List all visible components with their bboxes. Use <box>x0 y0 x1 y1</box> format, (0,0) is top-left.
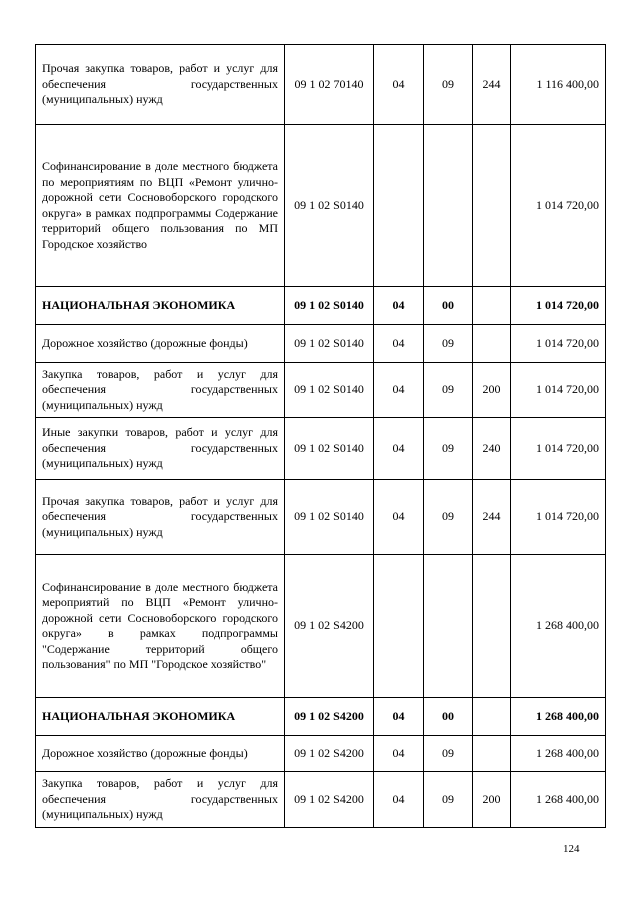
row-target-article: 09 1 02 S0140 <box>285 125 374 287</box>
row-sum: 1 014 720,00 <box>511 418 606 480</box>
row-section: 04 <box>374 45 424 125</box>
table-row <box>36 418 606 480</box>
table-row <box>36 287 606 325</box>
row-name: Прочая закупка товаров, работ и услуг для обеспечения государственных (муниципальных) нужд <box>36 480 285 555</box>
row-name: Дорожное хозяйство (дорожные фонды) <box>36 736 285 772</box>
row-sum: 1 014 720,00 <box>511 125 606 287</box>
row-section: 04 <box>374 325 424 363</box>
table-row <box>36 325 606 363</box>
row-section: 04 <box>374 772 424 828</box>
row-sum: 1 116 400,00 <box>511 45 606 125</box>
row-sum: 1 014 720,00 <box>511 287 606 325</box>
row-expense-type <box>473 555 511 698</box>
row-sum: 1 014 720,00 <box>511 325 606 363</box>
row-target-article: 09 1 02 S4200 <box>285 772 374 828</box>
row-name: НАЦИОНАЛЬНАЯ ЭКОНОМИКА <box>36 698 285 736</box>
row-expense-type: 200 <box>473 772 511 828</box>
table-row <box>36 772 606 828</box>
table-row <box>36 698 606 736</box>
budget-table-body <box>36 45 606 828</box>
row-subsection: 00 <box>424 287 473 325</box>
row-subsection <box>424 555 473 698</box>
table-row <box>36 480 606 555</box>
row-expense-type: 240 <box>473 418 511 480</box>
row-target-article: 09 1 02 S0140 <box>285 418 374 480</box>
row-target-article: 09 1 02 70140 <box>285 45 374 125</box>
row-expense-type <box>473 287 511 325</box>
page-number: 124 <box>563 843 580 855</box>
row-section: 04 <box>374 480 424 555</box>
row-expense-type: 200 <box>473 363 511 418</box>
row-target-article: 09 1 02 S0140 <box>285 363 374 418</box>
row-subsection: 09 <box>424 363 473 418</box>
row-subsection <box>424 125 473 287</box>
row-expense-type: 244 <box>473 480 511 555</box>
row-name: Дорожное хозяйство (дорожные фонды) <box>36 325 285 363</box>
row-section: 04 <box>374 287 424 325</box>
row-name: Софинансирование в доле местного бюджета мероприятий по ВЦП «Ремонт улично-дорожной сети Сосновоборского городского округа» в рамках подпрограммы "Содержание территорий общего пользования" по МП "Городское хозяйство" <box>36 555 285 698</box>
row-target-article: 09 1 02 S0140 <box>285 287 374 325</box>
row-sum: 1 268 400,00 <box>511 555 606 698</box>
row-expense-type: 244 <box>473 45 511 125</box>
row-sum: 1 268 400,00 <box>511 736 606 772</box>
row-subsection: 09 <box>424 736 473 772</box>
row-name: Прочая закупка товаров, работ и услуг для обеспечения государственных (муниципальных) нужд <box>36 45 285 125</box>
row-section <box>374 125 424 287</box>
row-subsection: 00 <box>424 698 473 736</box>
row-target-article: 09 1 02 S4200 <box>285 555 374 698</box>
row-subsection: 09 <box>424 325 473 363</box>
table-row <box>36 555 606 698</box>
row-subsection: 09 <box>424 418 473 480</box>
row-name: Закупка товаров, работ и услуг для обеспечения государственных (муниципальных) нужд <box>36 772 285 828</box>
row-name: Софинансирование в доле местного бюджета по мероприятиям по ВЦП «Ремонт улично-дорожной сети Сосновоборского городского округа» в рамках подпрограммы Содержание территорий общего пользования по МП Городское хозяйство <box>36 125 285 287</box>
table-row <box>36 363 606 418</box>
row-section: 04 <box>374 698 424 736</box>
row-name: Закупка товаров, работ и услуг для обеспечения государственных (муниципальных) нужд <box>36 363 285 418</box>
table-row <box>36 736 606 772</box>
row-expense-type <box>473 325 511 363</box>
row-name: Иные закупки товаров, работ и услуг для обеспечения государственных (муниципальных) нужд <box>36 418 285 480</box>
row-subsection: 09 <box>424 480 473 555</box>
row-subsection: 09 <box>424 772 473 828</box>
table-row <box>36 125 606 287</box>
row-expense-type <box>473 698 511 736</box>
row-target-article: 09 1 02 S4200 <box>285 698 374 736</box>
row-target-article: 09 1 02 S4200 <box>285 736 374 772</box>
row-target-article: 09 1 02 S0140 <box>285 325 374 363</box>
row-expense-type <box>473 736 511 772</box>
row-section: 04 <box>374 418 424 480</box>
row-section: 04 <box>374 363 424 418</box>
budget-table <box>35 44 606 828</box>
table-row <box>36 45 606 125</box>
row-sum: 1 268 400,00 <box>511 772 606 828</box>
row-section: 04 <box>374 736 424 772</box>
row-sum: 1 014 720,00 <box>511 363 606 418</box>
row-subsection: 09 <box>424 45 473 125</box>
row-section <box>374 555 424 698</box>
row-expense-type <box>473 125 511 287</box>
row-sum: 1 014 720,00 <box>511 480 606 555</box>
row-target-article: 09 1 02 S0140 <box>285 480 374 555</box>
row-name: НАЦИОНАЛЬНАЯ ЭКОНОМИКА <box>36 287 285 325</box>
row-sum: 1 268 400,00 <box>511 698 606 736</box>
